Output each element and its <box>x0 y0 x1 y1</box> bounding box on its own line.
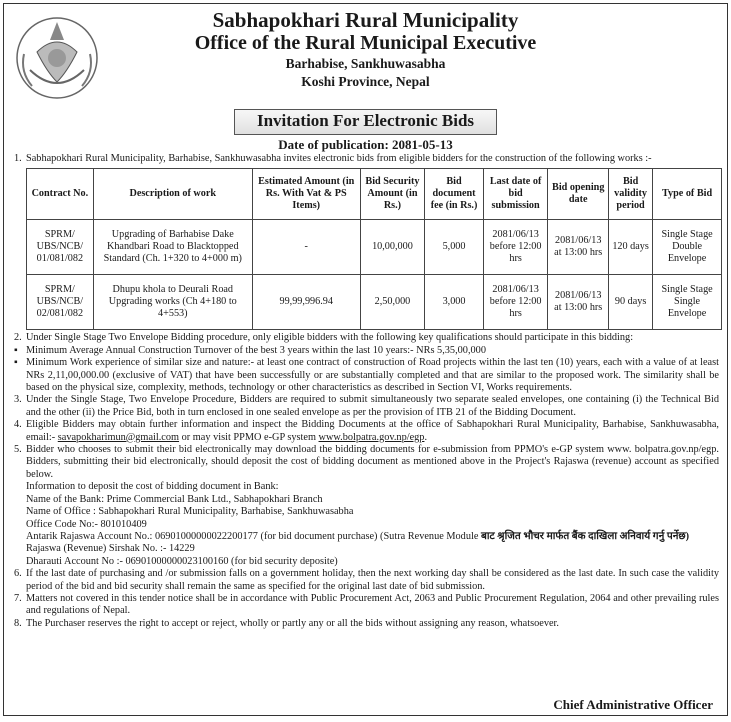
egp-link[interactable]: www.bolpatra.gov.np/egp <box>318 431 425 443</box>
item-number: 7. <box>14 592 22 604</box>
col-validity: Bid validity period <box>609 169 653 220</box>
bank-info <box>14 481 719 568</box>
table-row <box>27 220 722 275</box>
col-opening: Bid opening date <box>548 169 609 220</box>
col-last-date: Last date of bid submission <box>483 169 548 220</box>
item-text <box>26 419 719 444</box>
item-4-mid: or may visit PPMO e-GP system <box>181 431 316 443</box>
table-row <box>27 275 722 330</box>
item-number: 2. <box>14 332 22 344</box>
cell-description: Upgrading of Barhabise Dake Khandbari Road to Blacktopped Standard (Ch. 1+320 to 4+000 m) <box>93 220 252 275</box>
item-text: Matters not covered in this tender notice shall be in accordance with Public Procurement Act, 2063 and Public Procurement Regulation, 2064 and other prevailing rules and regulations of Nepal. <box>26 592 719 617</box>
signature: Chief Administrative Officer <box>553 697 713 712</box>
item-3 <box>14 394 719 419</box>
bank-info-heading: Information to deposit the cost of bidding document in Bank: <box>26 481 279 493</box>
province: Koshi Province, Nepal <box>301 74 430 89</box>
col-amount: Estimated Amount (in Rs. With Vat & PS Items) <box>252 169 360 220</box>
item-number: 8. <box>14 617 22 629</box>
col-description: Description of work <box>93 169 252 220</box>
cell-contract: SPRM/ UBS/NCB/ 01/081/082 <box>27 220 94 275</box>
tender-notice <box>3 3 728 716</box>
col-contract: Contract No. <box>27 169 94 220</box>
office-code: Office Code No:- 801010409 <box>26 518 147 530</box>
item-2 <box>14 332 719 344</box>
bullet-text: Minimum Average Annual Construction Turnover of the best 3 years within the last 10 years:- NRs 5,35,00,000 <box>26 344 486 356</box>
qualification-bullet <box>14 345 719 357</box>
bank-name: Name of the Bank: Prime Commercial Bank Ltd., Sabhapokhari Branch <box>26 493 323 505</box>
cell-security: 10,00,000 <box>360 220 425 275</box>
nepali-note: बाट श्रृजित भौचर मार्फत बैंक दाखिला अनिवार्य गर्नु पर्नेछ) <box>480 530 690 542</box>
antarik-account <box>26 531 719 543</box>
cell-fee: 5,000 <box>425 220 484 275</box>
item-text: If the last date of purchasing and /or submission falls on a government holiday, then the next working day shall be considered as the last date. In such case the validity period of the bid and bid security shall remain the same as specified for the original last date of bid submission. <box>26 568 719 592</box>
item-number: 3. <box>14 394 22 406</box>
bids-table <box>26 168 722 330</box>
item-4 <box>14 419 719 444</box>
antarik-account-text: Antarik Rajaswa Account No.: 06901000000022200177 (for bid document purchase) (Sutra Revenue Module <box>26 530 479 542</box>
office-name-line: Name of Office : Sabhapokhari Rural Municipality, Barhabise, Sankhuwasabha <box>26 506 354 518</box>
cell-validity: 120 days <box>609 220 653 275</box>
municipality-name: Sabhapokhari Rural Municipality <box>212 8 519 32</box>
qualification-bullet <box>14 357 719 394</box>
bullet-icon: ▪ <box>14 344 18 356</box>
item-number: 1. <box>14 153 22 164</box>
publication-date: Date of publication: 2081-05-13 <box>278 137 453 152</box>
nepal-emblem-icon <box>12 12 102 104</box>
item-5 <box>14 444 719 481</box>
office-name: Office of the Rural Municipal Executive <box>194 32 537 54</box>
cell-security: 2,50,000 <box>360 275 425 330</box>
item-1 <box>14 153 719 165</box>
table-header-row <box>27 169 722 220</box>
notice-title: Invitation For Electronic Bids <box>234 109 497 135</box>
cell-last-date: 2081/06/13 before 12:00 hrs <box>483 275 548 330</box>
item-7 <box>14 593 719 618</box>
item-number: 6. <box>14 568 22 580</box>
bullet-icon: ▪ <box>14 357 18 369</box>
col-type: Type of Bid <box>653 169 722 220</box>
email-link[interactable]: savapokharimun@gmail.com <box>57 431 180 443</box>
notice-header <box>4 8 727 106</box>
cell-validity: 90 days <box>609 275 653 330</box>
cell-contract: SPRM/ UBS/NCB/ 02/081/082 <box>27 275 94 330</box>
cell-last-date: 2081/06/13 before 12:00 hrs <box>483 220 548 275</box>
item-text: Bidder who chooses to submit their bid electronically may download the bidding documents for e-submission from PPMO's e-GP system www. bolpatra.gov.np/egp. Bidders, submitting their bid electronically, should deposit the cost of bidding document as mentioned above in the Project's Rajaswa (revenue) account as specified below. <box>26 444 719 480</box>
item-number: 5. <box>14 444 22 456</box>
cell-description: Dhupu khola to Deurali Road Upgrading works (Ch 4+180 to 4+553) <box>93 275 252 330</box>
cell-opening: 2081/06/13 at 13:00 hrs <box>548 220 609 275</box>
office-address: Barhabise, Sankhuwasabha <box>285 56 446 71</box>
item-number: 4. <box>14 419 22 431</box>
col-fee: Bid document fee (in Rs.) <box>425 169 484 220</box>
item-4-end: . <box>424 431 428 443</box>
cell-type: Single Stage Single Envelope <box>653 275 722 330</box>
item-6 <box>14 568 719 593</box>
dharauti-account: Dharauti Account No :- 06901000000023100160 (for bid security deposite) <box>26 555 338 567</box>
cell-amount: 99,99,996.94 <box>252 275 360 330</box>
rajaswa-sirshak: Rajaswa (Revenue) Sirshak No. :- 14229 <box>26 543 195 555</box>
banner-wrap <box>4 109 727 135</box>
item-8 <box>14 618 719 630</box>
cell-opening: 2081/06/13 at 13:00 hrs <box>548 275 609 330</box>
col-security: Bid Security Amount (in Rs.) <box>360 169 425 220</box>
bullet-text: Minimum Work experience of similar size and nature:- at least one contract of construction of Road projects within the last ten (10) years, each with a value of at least NRs 2,11,00,000.00 (exclusive of VAT) that have been successfully or are substantially completed and that are similar to the proposed work. The similarity shall be based on the physical size, complexity, methods, technology or other characteristics as described in Section VI, Works requirements. <box>26 357 719 394</box>
item-text: Under Single Stage Two Envelope Bidding procedure, only eligible bidders with the following key qualifications should participate in this bidding: <box>26 332 634 344</box>
cell-fee: 3,000 <box>425 275 484 330</box>
item-text: Under the Single Stage, Two Envelope Procedure, Bidders are required to submit simultaneously two separate sealed envelopes, one containing (i) the Technical Bid and the other (ii) the Price Bid, both in turn enclosed in one sealed envelope as per the provision of ITB 21 of the Bidding Document. <box>26 394 719 418</box>
item-text: Sabhapokhari Rural Municipality, Barhabise, Sankhuwasabha invites electronic bids from eligible bidders for the construction of the following works :- <box>26 153 652 164</box>
cell-type: Single Stage Double Envelope <box>653 220 722 275</box>
item-text: The Purchaser reserves the right to accept or reject, wholly or partly any or all the bids without assigning any reason, whatsoever. <box>26 617 559 629</box>
cell-amount: - <box>252 220 360 275</box>
notice-body <box>4 153 727 630</box>
item-4-text: Eligible Bidders may obtain further information and inspect the Bidding Documents at the office of Sabhapokhari Rural Municipality, Barhabise, Sankhuwasabha, email:- <box>26 419 719 443</box>
